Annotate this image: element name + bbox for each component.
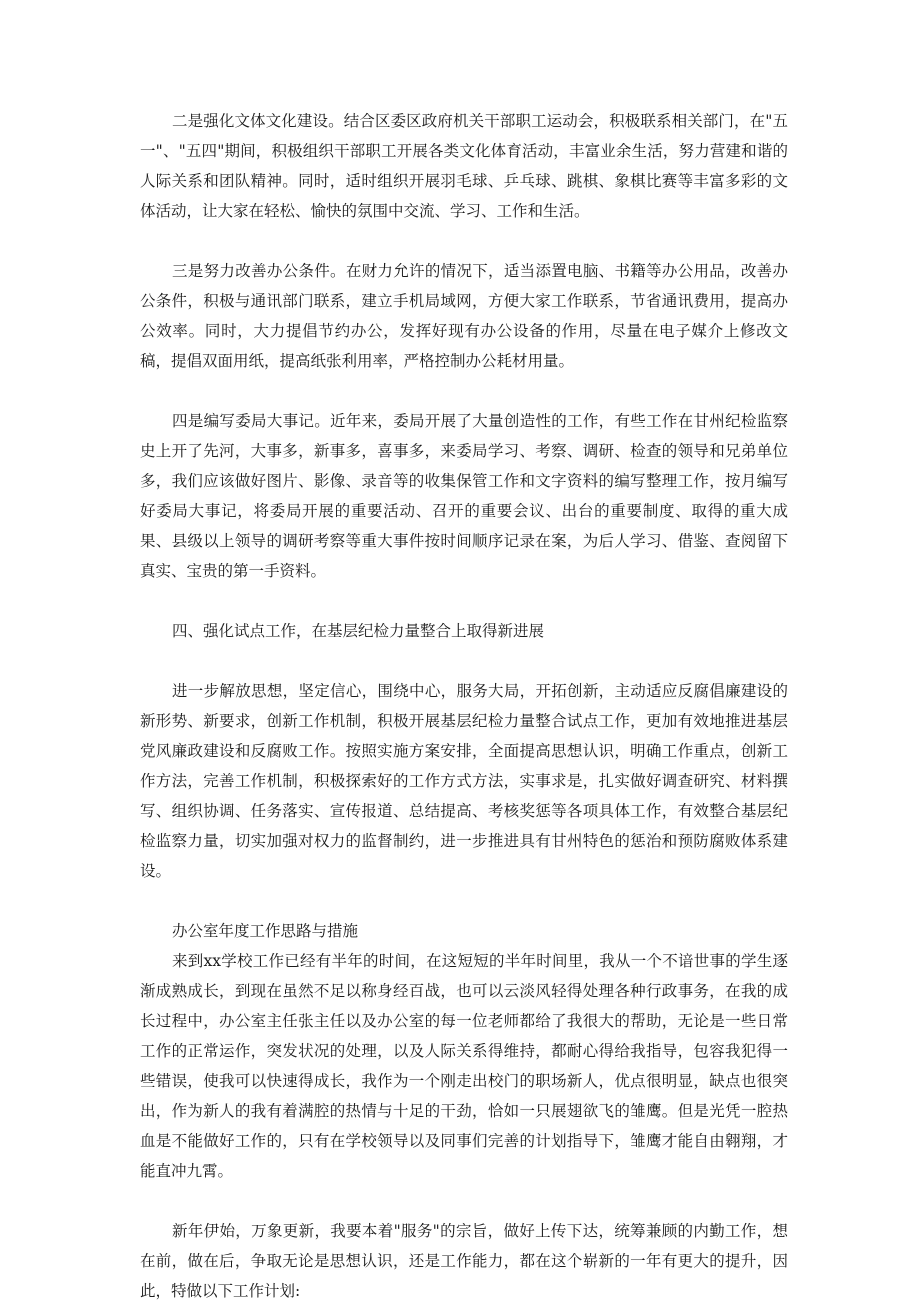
paragraph-pilot-work: 进一步解放思想，坚定信心，围绕中心，服务大局，开拓创新，主动适应反腐倡廉建设的新形势、新要求，创新工作机制，积极开展基层纪检力量整合试点工作，更加有效地推进基层党风廉政建设和反腐败工作。按照实施方案安排，全面提高思想认识，明确工作重点，创新工作方法，完善工作机制，积极探索好的工作方式方法，实事求是，扎实做好调查研究、材料撰写、组织协调、任务落实、宣传报道、总结提高、考核奖惩等各项具体工作，有效整合基层纪检监察力量，切实加强对权力的监督制约，进一步推进具有甘州特色的惩治和预防腐败体系建设。	[140, 682, 788, 880]
paragraph-office-conditions: 三是努力改善办公条件。在财力允许的情况下，适当添置电脑、书籍等办公用品，改善办公条件，积极与通讯部门联系，建立手机局域网，方便大家工作联系，节省通讯费用，提高办公效率。同时，大力提倡节约办公，发挥好现有办公设备的作用，尽量在电子媒介上修改文稿，提倡双面用纸，提高纸张利用率，严格控制办公耗材用量。	[140, 262, 788, 370]
section-heading-pilot-work: 四、强化试点工作，在基层纪检力量整合上取得新进展	[172, 622, 545, 640]
paragraph-chronicle: 四是编写委局大事记。近年来，委局开展了大量创造性的工作，有些工作在甘州纪检监察史上开了先河，大事多，新事多，喜事多，来委局学习、考察、调研、检查的领导和兄弟单位多，我们应该做好图片、影像、录音等的收集保管工作和文字资料的编写整理工作，按月编写好委局大事记，将委局开展的重要活动、召开的重要会议、出台的重要制度、取得的重大成果、县级以上领导的调研考察等重大事件按时间顺序记录在案，为后人学习、借鉴、查阅留下真实、宝贵的第一手资料。	[140, 412, 788, 580]
paragraph-culture-sports: 二是强化文体文化建设。结合区委区政府机关干部职工运动会，积极联系相关部门，在"五一"、"五四"期间，积极组织干部职工开展各类文化体育活动，丰富业余生活，努力营建和谐的人际关系和团队精神。同时，适时组织开展羽毛球、乒乓球、跳棋、象棋比赛等丰富多彩的文体活动，让大家在轻松、愉快的氛围中交流、学习、工作和生活。	[140, 112, 788, 220]
document-page	[140, 106, 788, 1306]
article-title: 办公室年度工作思路与措施	[172, 922, 359, 940]
paragraph-intro: 来到xx学校工作已经有半年的时间，在这短短的半年时间里，我从一个不谙世事的学生逐渐成熟成长，到现在虽然不足以称身经百战，也可以云淡风轻得处理各种行政事务，在我的成长过程中，办公室主任张主任以及办公室的每一位老师都给了我很大的帮助，无论是一些日常工作的正常运作，突发状况的处理，以及人际关系得维持，都耐心得给我指导，包容我犯得一些错误，使我可以快速得成长，我作为一个刚走出校门的职场新人，优点很明显，缺点也很突出，作为新人的我有着满腔的热情与十足的干劲，恰如一只展翅欲飞的雏鹰。但是光凭一腔热血是不能做好工作的，只有在学校领导以及同事们完善的计划指导下，雏鹰才能自由翱翔，才能直冲九霄。	[140, 952, 788, 1180]
paragraph-new-year-plan: 新年伊始，万象更新，我要本着"服务"的宗旨，做好上传下达，统筹兼顾的内勤工作，想在前，做在后，争取无论是思想认识，还是工作能力，都在这个崭新的一年有更大的提升，因此，特做以下工作计划:	[140, 1222, 788, 1300]
